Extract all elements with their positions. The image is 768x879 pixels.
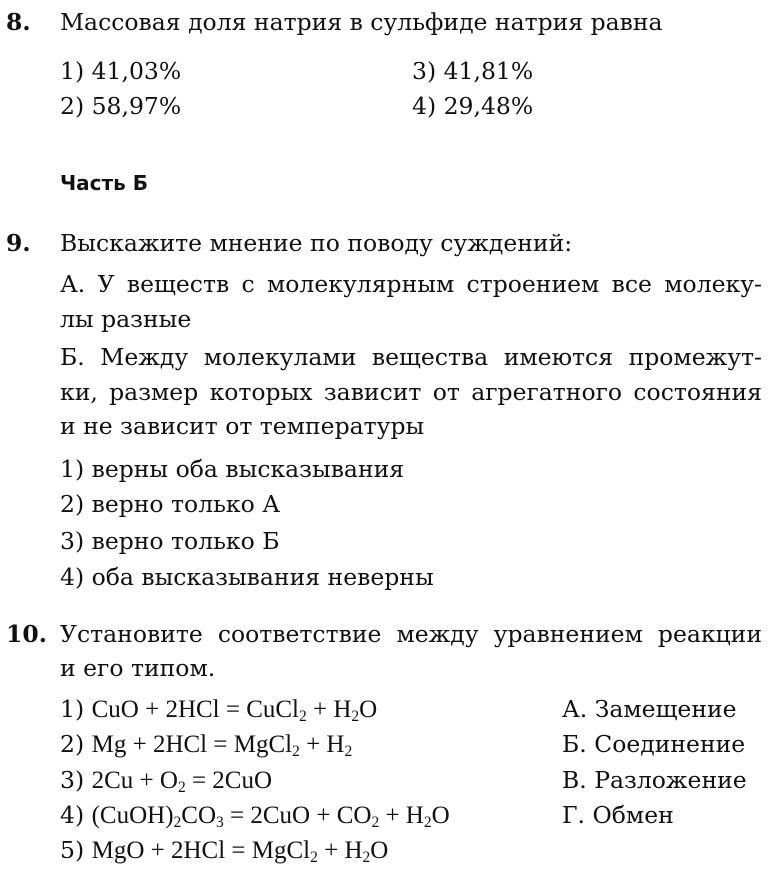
q9-option-4: 4) оба высказывания неверны (60, 563, 434, 591)
reaction-3-equation: $2Cu + O_2 = 2CuO$ (91, 767, 273, 796)
q8-option-4: 4) 29,48% (412, 92, 534, 120)
reaction-1-equation: CuO + 2HCl = CuCl$_2$ + $H_2O$ (91, 696, 378, 725)
question-8-text: Массовая доля натрия в сульфиде натрия равна (60, 8, 663, 36)
reaction-type-v: В. Разложение (562, 766, 747, 794)
reaction-2-equation: Mg + 2HCl = MgCl$_2$ + $H_2$ (91, 731, 353, 760)
statement-b-line-1: Б. Между молекулами вещества имеются промежут- (60, 343, 762, 371)
statement-b-line-2: ки, размер которых зависит от агрегатного состояния (60, 378, 762, 406)
question-9-number: 9. (6, 229, 31, 257)
reaction-type-a: А. Замещение (562, 695, 737, 723)
reaction-1: 1) CuO + 2HCl = CuCl$_2$ + $H_2O$ (60, 695, 378, 725)
statement-b-line-3: и не зависит от температуры (60, 412, 425, 440)
part-b-heading: Часть Б (60, 171, 148, 195)
question-10-number: 10. (6, 620, 47, 648)
reaction-type-b: Б. Соединение (562, 730, 746, 758)
q9-option-3: 3) верно только Б (60, 527, 280, 555)
q8-option-2: 2) 58,97% (60, 92, 182, 120)
question-8-number: 8. (6, 8, 31, 36)
question-9-text: Выскажите мнение по поводу суждений: (60, 229, 573, 257)
reaction-5-equation: MgO + 2HCl = MgCl$_2$ + $H_2O$ (91, 837, 389, 866)
question-10-text-line-1: Установите соответствие между уравнением реакции (60, 620, 762, 648)
q9-option-1: 1) верны оба высказывания (60, 455, 405, 483)
reaction-3: 3) $2Cu + O_2 = 2CuO$ (60, 766, 273, 796)
q8-option-1: 1) 41,03% (60, 57, 182, 85)
statement-a-line-1: А. У веществ с молекулярным строением все молеку- (60, 270, 762, 298)
question-10-text-line-2: и его типом. (60, 654, 216, 682)
statement-a-line-2: лы разные (60, 305, 192, 333)
reaction-2: 2) Mg + 2HCl = MgCl$_2$ + $H_2$ (60, 730, 353, 760)
reaction-4: 4) $(CuOH)_2CO_3 = 2CuO + CO_2 + H_2O$ (60, 801, 450, 831)
reaction-4-equation: $(CuOH)_2CO_3 = 2CuO + CO_2 + H_2O$ (91, 802, 450, 831)
q9-option-2: 2) верно только А (60, 490, 281, 518)
q8-option-3: 3) 41,81% (412, 57, 534, 85)
reaction-type-g: Г. Обмен (562, 801, 674, 829)
reaction-5: 5) MgO + 2HCl = MgCl$_2$ + $H_2O$ (60, 836, 389, 866)
